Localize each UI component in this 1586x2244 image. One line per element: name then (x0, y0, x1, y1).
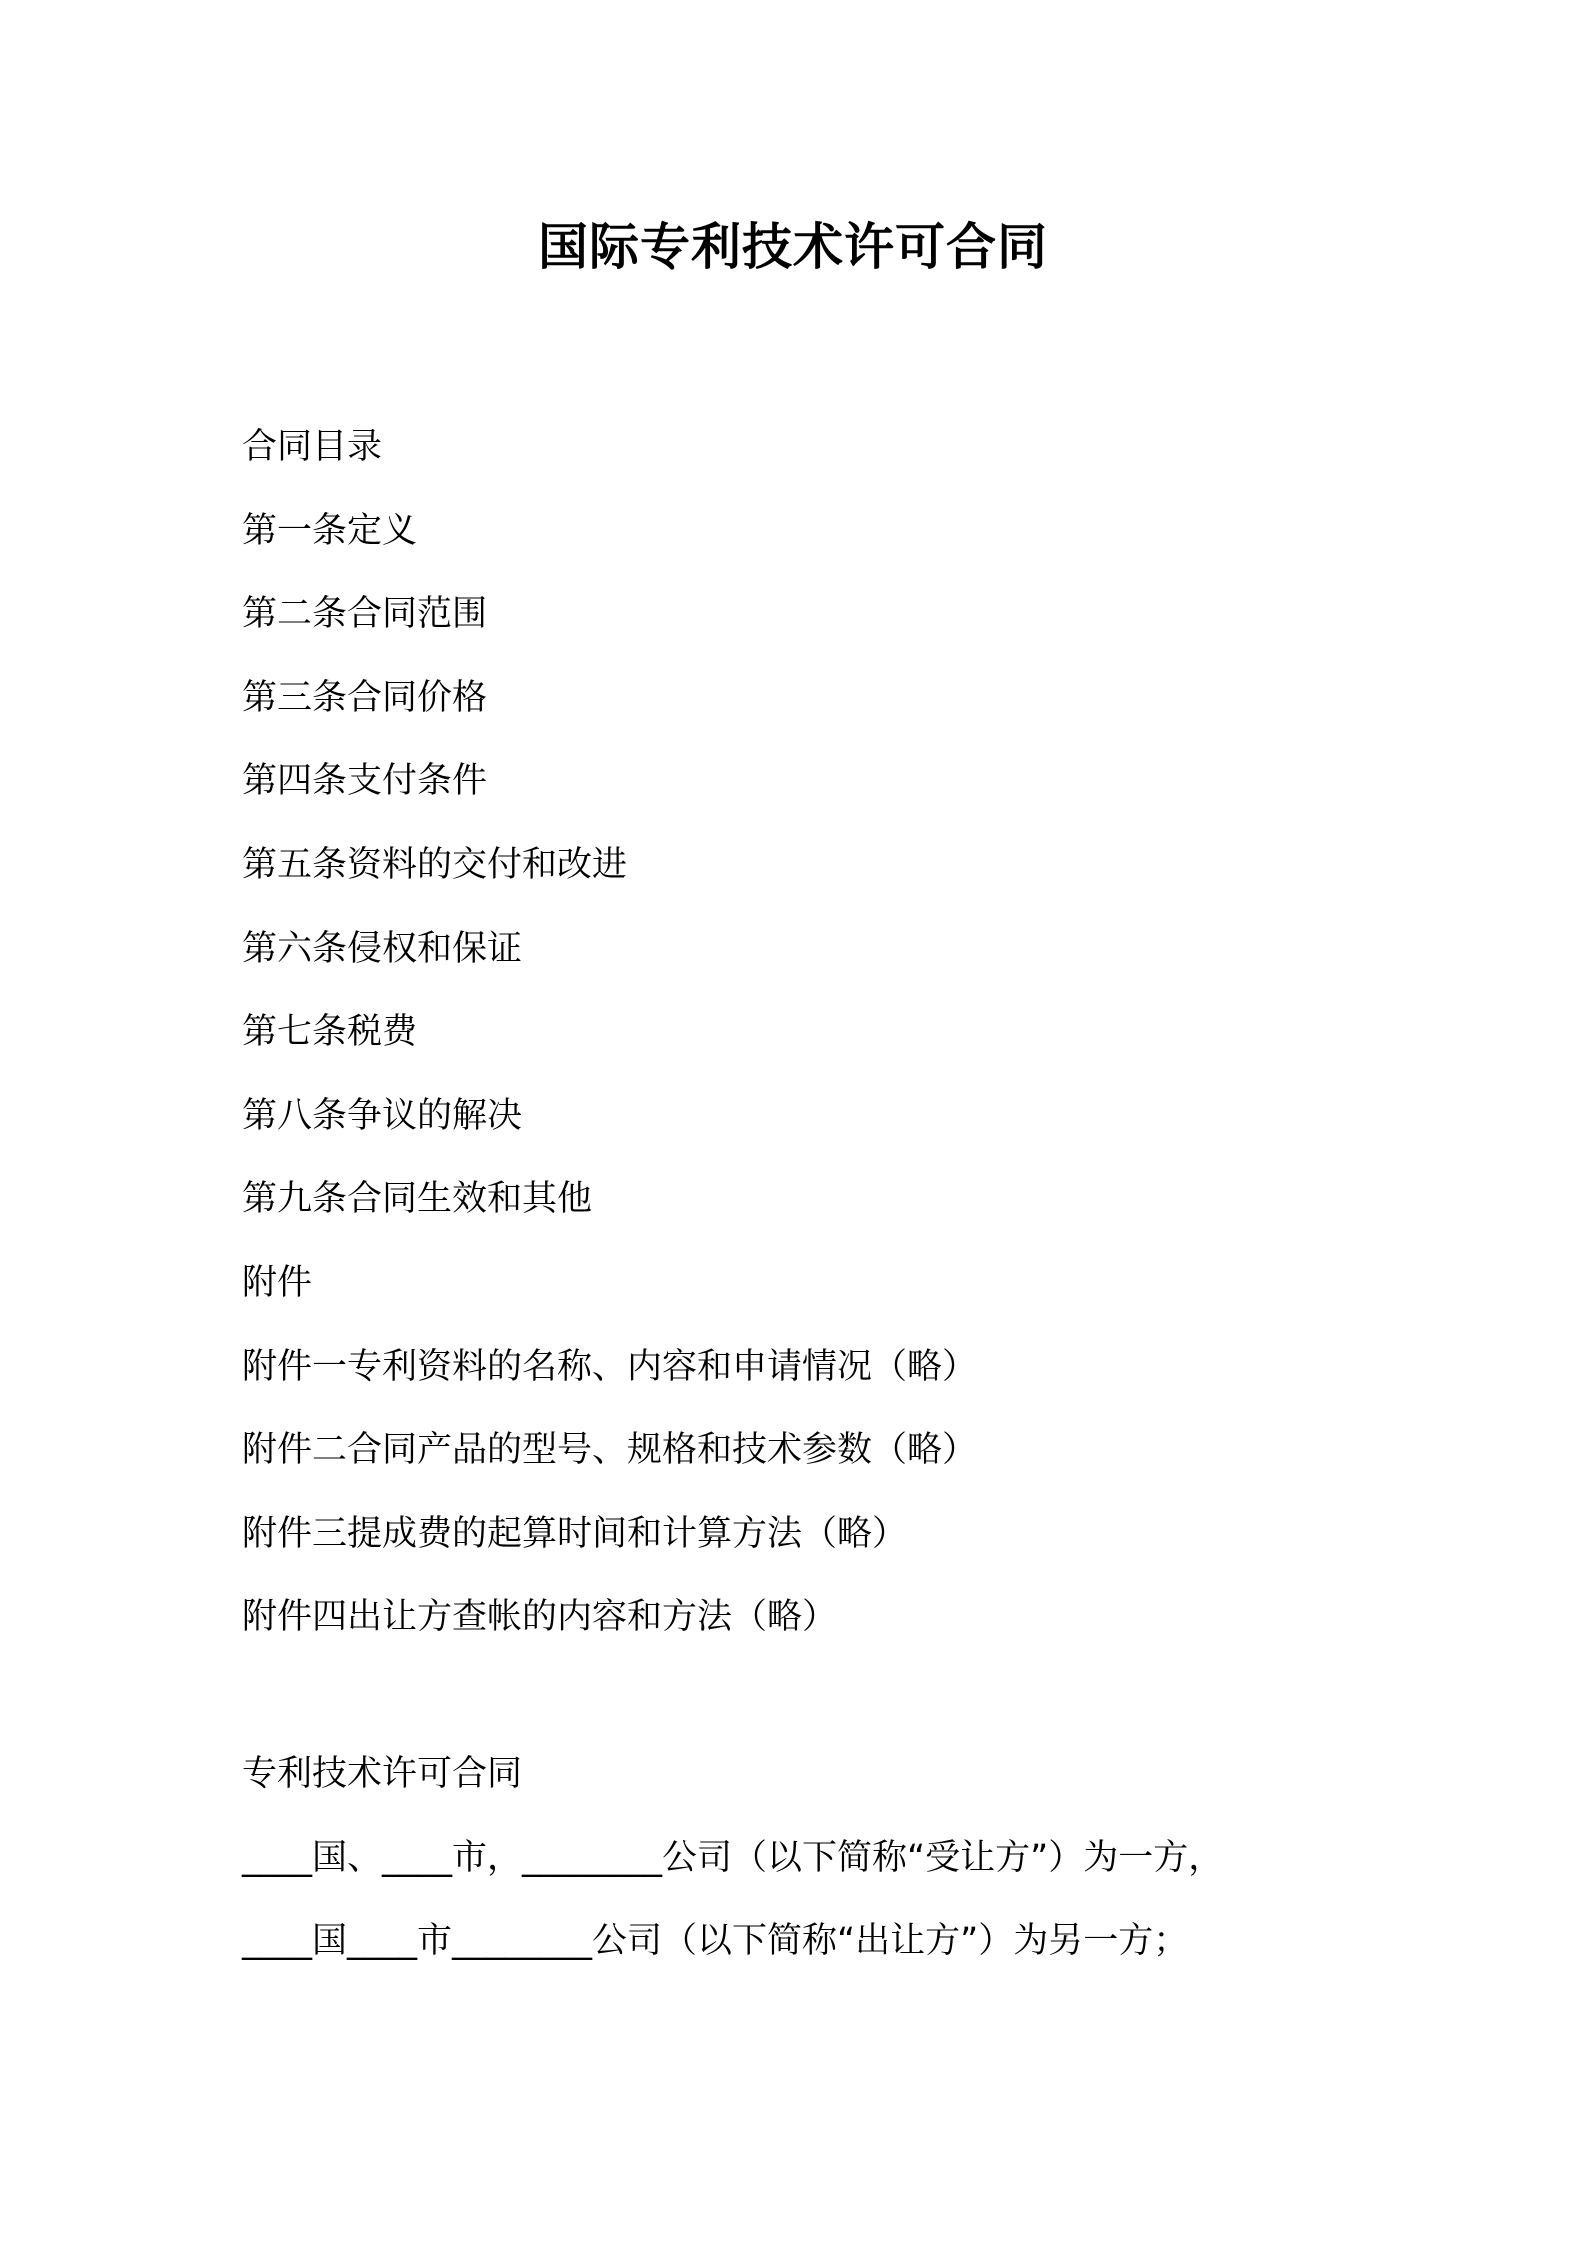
toc-appendix-item: 附件四出让方查帐的内容和方法（略） (242, 1597, 838, 1638)
toc-item: 第七条税费 (242, 1012, 418, 1053)
table-of-contents (242, 406, 977, 1660)
toc-appendix-item: 附件一专利资料的名称、内容和申请情况（略） (242, 1346, 978, 1387)
toc-appendix-item: 附件三提成费的起算时间和计算方法（略） (242, 1513, 908, 1554)
toc-item: 第三条合同价格 (242, 677, 488, 718)
party-line-licensee: ____国、____市，________公司（以下简称“受让方”）为一方， (242, 1837, 1224, 1878)
contract-heading: 专利技术许可合同 (242, 1754, 523, 1794)
party-line-licensor: ____国____市________公司（以下简称“出让方”）为另一方； (242, 1921, 1189, 1962)
toc-item: 第九条合同生效和其他 (242, 1179, 593, 1220)
toc-heading: 合同目录 (242, 427, 383, 467)
toc-item: 第八条争议的解决 (242, 1095, 523, 1136)
toc-appendix-item: 附件二合同产品的型号、规格和技术参数（略） (242, 1430, 978, 1471)
toc-appendix-heading: 附件 (242, 1262, 313, 1303)
contract-body (242, 1733, 1223, 1984)
toc-item: 第五条资料的交付和改进 (242, 844, 628, 885)
toc-item: 第二条合同范围 (242, 594, 488, 635)
toc-item: 第六条侵权和保证 (242, 928, 523, 969)
document-title: 国际专利技术许可合同 (538, 218, 1048, 276)
toc-item: 第四条支付条件 (242, 761, 488, 802)
toc-item: 第一条定义 (242, 510, 418, 551)
